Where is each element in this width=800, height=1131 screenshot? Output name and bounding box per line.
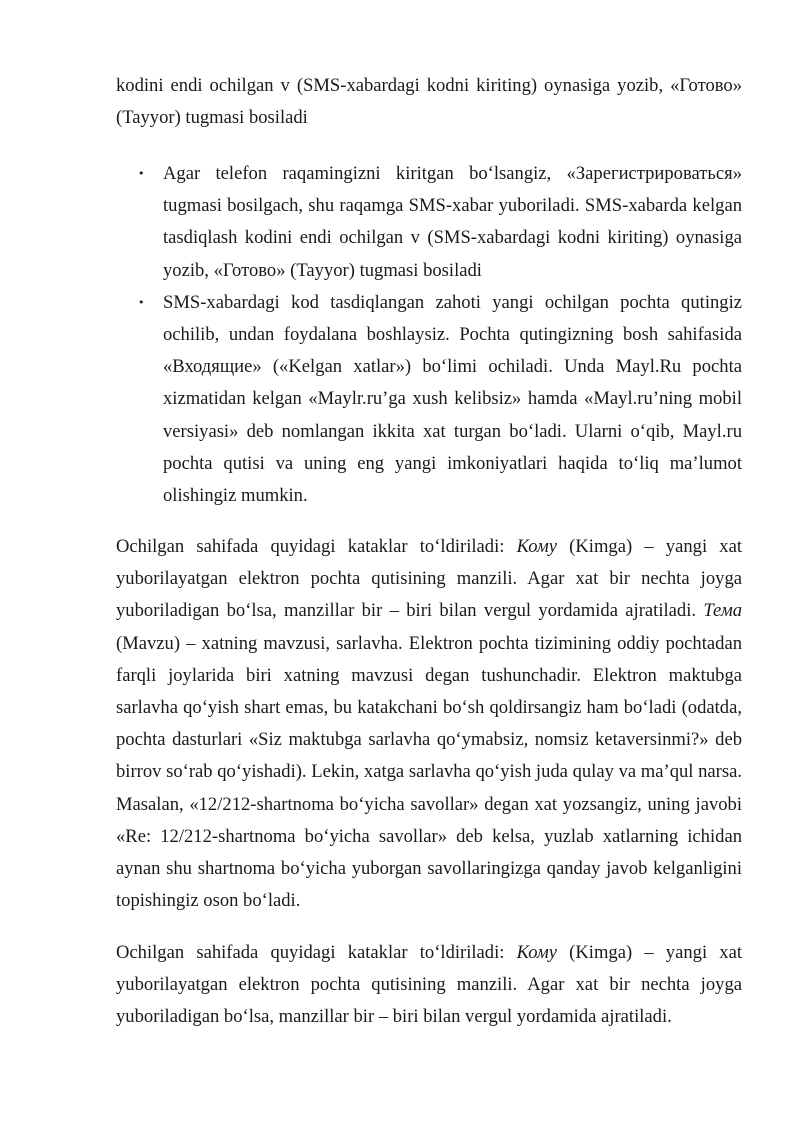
paragraph-body: (Kimga) – yangi xat yuborilayatgan elektron pochta qutisining manzili. Agar xat bir nechta joyga yuboriladigan bo‘lsa, manzillar bir – biri bilan vergul yordamida ajratiladi. — [116, 942, 743, 1028]
bullet-icon: • — [138, 295, 145, 309]
paragraph-fields-description — [116, 531, 742, 917]
term-komu: Кому — [516, 536, 557, 557]
paragraph-intro: Ochilgan sahifada quyidagi kataklar to‘ldiriladi: — [116, 536, 517, 557]
bullet-icon: • — [138, 167, 145, 180]
bullet-text: Agar telefon raqamingizni kiritgan bo‘lsangiz, «Зарегистрироваться» tugmasi bosilgach, shu raqamga SMS-xabar yuboriladi. SMS-xabarda kelgan tasdiqlash kodini endi ochilgan v (SMS-xabardagi kodni kiriting) oynasiga yozib, «Готово» (Tayyor) tugmasi bosiladi — [163, 163, 742, 281]
bullet-list — [116, 158, 742, 512]
paragraph-body: (Kimga) – yangi xat yuborilayatgan elektron pochta qutisining manzili. Agar xat bir nechta joyga yuboriladigan bo‘lsa, manzillar bir – biri bilan vergul yordamida ajratiladi. — [116, 536, 743, 622]
bullet-item — [116, 287, 742, 512]
paragraph-body: (Mavzu) – xatning mavzusi, sarlavha. Elektron pochta tizimining oddiy pochtadan farqli joylarida biri xatning mavzusi degan tushunchadir. Elektron maktubga sarlavha qo‘yish shart emas, bu katakchani bo‘sh qoldirsangiz ham bo‘ladi (odatda, pochta dasturlari «Siz maktubga sarlavha qo‘ymabsiz, nomsiz ketaversinmi?» deb birrov so‘rab qo‘yishadi). Lekin, xatga sarlavha qo‘yish juda qulay va ma’qul narsa. Masalan, «12/212-shartnoma bo‘yicha savollar» degan xat yozsangiz, uning javobi «Re: 12/212-shartnoma bo‘yicha savollar» deb kelsa, yuzlab xatlarning ichidan aynan shu shartnoma bo‘yicha yuborgan savollaringizga qanday javob kelganligini topishingiz oson bo‘ladi. — [116, 632, 742, 912]
paragraph-fields-repeat — [116, 937, 742, 1034]
paragraph-intro: Ochilgan sahifada quyidagi kataklar to‘ldiriladi: — [116, 942, 517, 963]
paragraph-continuation: kodini endi ochilgan v (SMS-xabardagi kodni kiriting) oynasiga yozib, «Готово» (Tayyor) tugmasi bosiladi — [116, 75, 742, 129]
term-tema: Тема — [703, 600, 742, 622]
bullet-text: SMS-xabardagi kod tasdiqlangan zahoti yangi ochilgan pochta qutingiz ochilib, undan foydalana boshlaysiz. Pochta qutingizning bosh sahifasida «Входящие» («Kelgan xatlar») bo‘limi ochiladi. Unda Mayl.Ru pochta xizmatidan kelgan «Maylr.ru’ga xush kelibsiz» hamda «Mayl.ru’ning mobil versiyasi» deb nomlangan ikkita xat turgan bo‘ladi. Ularni o‘qib, Mayl.ru pochta qutisi va uning eng yangi imkoniyatlari haqida to‘liq ma’lumot olishingiz mumkin. — [163, 291, 742, 507]
bullet-item — [116, 158, 742, 287]
term-komu: Кому — [516, 942, 557, 963]
